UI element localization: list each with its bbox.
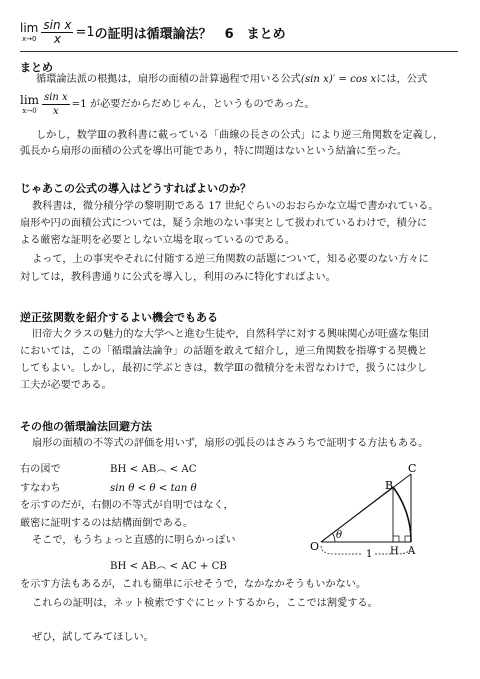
summary-frac-num: sin x (44, 92, 68, 103)
intro-line: よる厳密な証明を必要としない立場を取っているのである。 (20, 235, 296, 246)
closing-line: ぜひ，試してみてほしい。 (32, 632, 154, 643)
right-angle-A (405, 536, 411, 542)
label-H: H (390, 546, 399, 557)
heading-other: その他の循環論法回避方法 (20, 420, 152, 433)
intro-line: よって，上の事実やそれに付随する逆三角関数の話題について，知る必要のない方々に (32, 254, 429, 265)
title-lim-word: lim (20, 20, 39, 35)
label-C: C (408, 462, 417, 475)
label-theta: θ (336, 530, 343, 541)
label-one: 1 (366, 549, 373, 560)
summary-p1-a: 循環論法派の根拠は，扇形の面積の計算過程で用いる公式 (36, 74, 301, 85)
page-title (20, 14, 286, 50)
summary-limit (20, 94, 39, 115)
summary-p2-line2: 弧長から扇形の面積の公式を導出可能であり，特に問題はないという結論に至った。 (20, 146, 408, 157)
heading-summary: まとめ (20, 61, 53, 74)
segment-OB (321, 487, 393, 542)
summary-formula: (sin x)′ = cos x (300, 74, 377, 85)
label-B: B (385, 479, 394, 492)
inverse-line: 工夫が必要である。 (20, 380, 112, 391)
angle-arc-theta (332, 533, 335, 542)
inverse-line: 旧帝大クラスの魅力的な大学へと進む生徒や，自然科学に対する興味関心が旺盛な集団 (32, 329, 429, 340)
summary-p2-line1: しかし，数学Ⅲの教科書に載っている「曲線の長さの公式」により逆三角関数を定義し， (36, 130, 444, 141)
title-lim-sub: x→0 (21, 34, 37, 43)
other-line3: を示すのだが，右側の不等式が自明ではなく， (20, 500, 234, 511)
intro-line: 教科書は，微分積分学の黎明期である 17 世紀ぐらいのおおらかな立場で書かれている。 (32, 201, 439, 212)
other-lead: 扇形の面積の不等式の評価を用いず，扇形の弧長のはさみうちで証明する方法もある。 (32, 438, 429, 449)
title-frac-den: x (53, 31, 61, 46)
label-O: O (310, 540, 320, 553)
label-A: A (408, 546, 416, 557)
title-fraction (41, 19, 73, 46)
other-line5: そこで，もうちょっと直感的に明らかっぽい (32, 535, 236, 546)
title-text: の証明は循環論法？ 6 まとめ (94, 26, 286, 42)
intro-line: 対しては，教科書通りに公式を導入し，利用のみに特化すればよい。 (20, 272, 336, 283)
fig-label: 右の図で (20, 464, 61, 475)
summary-lim-word: lim (20, 93, 40, 107)
inverse-line: してもよい。しかし，最初に学ぶときは，数学Ⅲの微積分を未習なわけで，扱うには少し (20, 363, 427, 374)
arc-AB (393, 487, 411, 542)
summary-p1-b: には，公式 (376, 74, 428, 85)
inequality-3: BH < AB︵ < AC + CB (110, 561, 227, 572)
heading-inverse: 逆正弦関数を紹介するよい機会でもある (20, 311, 218, 324)
other-line6: を示す方法もあるが，これも簡単に示せそうで，なかなかそうもいかない。 (20, 579, 367, 590)
inequality-2: sin θ < θ < tan θ (110, 483, 197, 494)
intro-line: 扇形や円の面積公式については，疑う余地のない事実として扱われているわけで，積分に (20, 218, 428, 229)
then-label: すなわち (20, 483, 61, 494)
summary-frac-den: x (53, 106, 59, 117)
other-line7: これらの証明は，ネット検索ですぐにヒットするから，ここでは割愛する。 (32, 598, 378, 609)
heading-intro: じゃあこの公式の導入はどうすればよいのか？ (20, 182, 251, 195)
title-limit (20, 22, 38, 43)
summary-p1-tail: =1 が必要だからだめじゃん，というものであった。 (71, 99, 315, 110)
summary-lim-sub: x→0 (22, 107, 37, 115)
inequality-1: BH < AB︵ < AC (110, 464, 197, 475)
summary-fraction (42, 91, 70, 118)
summary-p1-line1 (36, 72, 427, 87)
title-frac-num: sin x (43, 17, 72, 32)
title-eq: =1 (75, 24, 95, 40)
sector-figure (305, 462, 480, 562)
inverse-line: においては，この「循環論法論争」の話題を敢えて紹介し，逆三角関数を指導する契機と (20, 346, 428, 357)
other-line4: 厳密に証明するのは結構面倒である。 (20, 518, 194, 529)
right-angle-H (393, 536, 399, 542)
title-rule (20, 51, 458, 52)
summary-p1-line2 (20, 91, 315, 118)
